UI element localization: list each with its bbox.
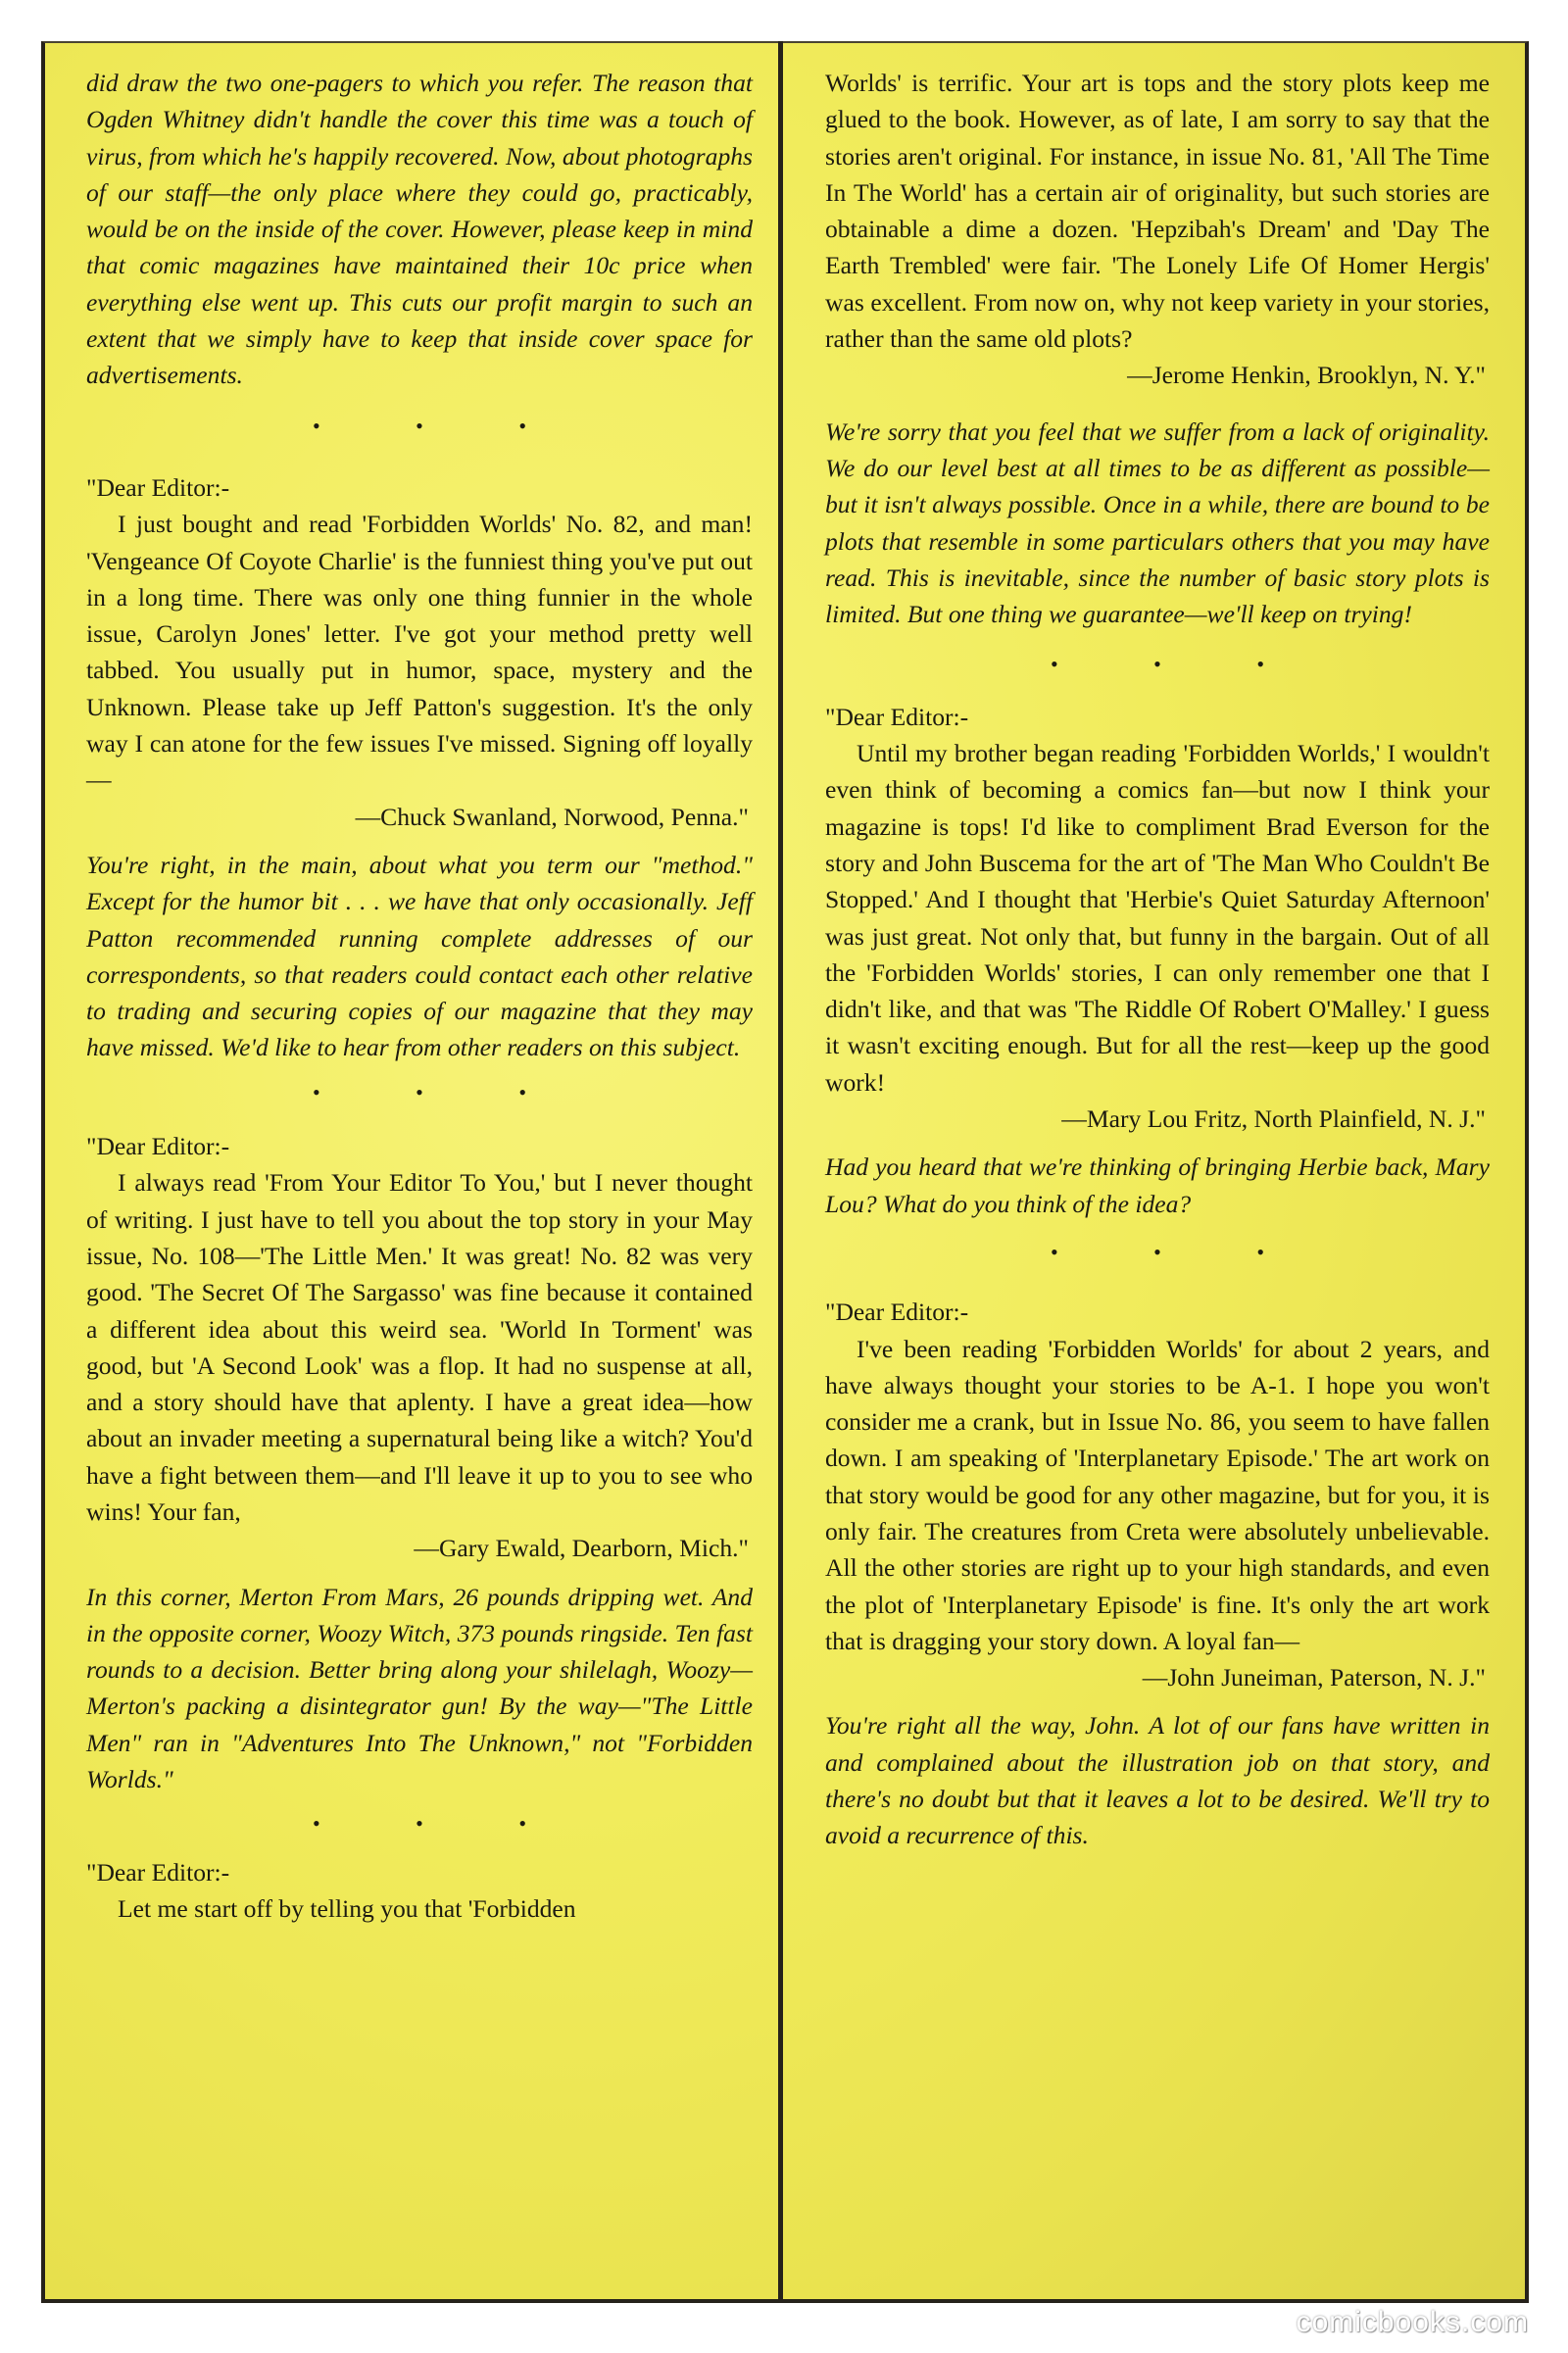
editor-reply: You're right, in the main, about what you term our "method." Except for the humor bit . . . we have that only occasionally. Jeff Patton recommended running complete addresses of our correspondents, so that readers could contact each other relative to trading and securing copies of our magazine that they may have missed. We'd like to hear from other readers on this subject. <box>86 850 753 1062</box>
separator-dots: • • • <box>312 413 572 438</box>
editor-reply: In this corner, Merton From Mars, 26 pounds dripping wet. And in the opposite corner, Woozy Witch, 373 pounds ringside. Ten fast rounds to a decision. Better bring along your shilelagh, Woozy—Merton's packing a disintegrator gun! By the way—"The Little Men" ran in "Adventures Into The Unknown," not "Forbidden Worlds." <box>86 1582 753 1794</box>
reader-letter <box>825 1294 1490 1695</box>
editor-reply: did draw the two one-pagers to which you refer. The reason that Ogden Whitney didn't handle the cover this time was a touch of virus, from which he's happily recovered. Now, about photographs of our staff—the only place where they could go, practicably, would be on the inside of the cover. However, please keep in mind that comic magazines have maintained their 10c price when everything else went up. This cuts our profit margin to such an extent that we simply have to keep that inside cover space for advertisements. <box>86 69 753 390</box>
left-column <box>86 65 753 1927</box>
letter-salutation: "Dear Editor:- <box>825 1298 969 1327</box>
letter-salutation: "Dear Editor:- <box>86 1857 230 1887</box>
letter-salutation: "Dear Editor:- <box>86 472 230 502</box>
letter-signature: —Chuck Swanland, Norwood, Penna." <box>355 802 749 831</box>
editor-reply: We're sorry that you feel that we suffer from a lack of originality. We do our level best at all times to be as different as possible—but it isn't always possible. Once in a while, there are bound to be plots that resemble in some particulars others that you may have read. This is inevitable, since the number of basic story plots is limited. But one thing we guarantee—we'll keep on trying! <box>825 417 1490 629</box>
separator-dots: • • • <box>1050 652 1310 677</box>
reader-letter <box>825 699 1490 1138</box>
column-divider <box>778 41 783 2303</box>
reader-letter-continued <box>825 65 1490 394</box>
reader-letter <box>86 469 753 835</box>
letter-body: I've been reading 'Forbidden Worlds' for about 2 years, and have always thought your stories to be A-1. I hope you won't consider me a crank, but in Issue No. 86, you seem to have fallen down. I am speaking of 'Interplanetary Episode.' The art work on that story would be good for any other magazine, but for you, it is only fair. The creatures from Creta were absolutely unbelievable. All the other stories are right up to your high standards, and even the plot of 'Interplanetary Episode' is fine. It's only the art work that is dragging your story down. A loyal fan— <box>825 1334 1490 1655</box>
letter-body: Worlds' is terrific. Your art is tops and the story plots keep me glued to the book. However, as of late, I am sorry to say that the stories aren't original. For instance, in issue No. 81, 'All The Time In The World' has a certain air of originality, but such stories are obtainable a dime a dozen. 'Hepzibah's Dream' and 'Day The Earth Trembled' were fair. 'The Lonely Life Of Homer Hergis' was excellent. From now on, why not keep variety in your stories, rather than the same old plots? <box>825 69 1490 354</box>
letter-signature: —John Juneiman, Paterson, N. J." <box>1142 1663 1486 1692</box>
reader-letter <box>86 1128 753 1567</box>
letter-signature: —Mary Lou Fritz, North Plainfield, N. J." <box>1061 1104 1486 1134</box>
letter-body: I just bought and read 'Forbidden Worlds' No. 82, and man! 'Vengeance Of Coyote Charlie' is the funniest thing you've put out in a long time. There was only one thing funnier in the whole issue, Carolyn Jones' letter. I've got your method pretty well tabbed. You usually put in humor, space, mystery and the Unknown. Please take up Jeff Patton's suggestion. It's the only way I can atone for the few issues I've missed. Signing off loyally— <box>86 510 753 795</box>
letter-salutation: "Dear Editor:- <box>825 702 969 731</box>
letter-body: Let me start off by telling you that 'Forbidden <box>118 1893 576 1923</box>
reader-letter <box>86 1854 753 1928</box>
letter-signature: —Jerome Henkin, Brooklyn, N. Y." <box>1127 361 1486 390</box>
letter-signature: —Gary Ewald, Dearborn, Mich." <box>414 1534 749 1563</box>
separator-dots: • • • <box>312 1811 572 1837</box>
letter-salutation: "Dear Editor:- <box>86 1132 230 1161</box>
watermark: comicbooks.com <box>1296 2306 1529 2338</box>
separator-dots: • • • <box>312 1079 572 1104</box>
right-column <box>825 65 1490 1854</box>
editor-reply: Had you heard that we're thinking of bringing Herbie back, Mary Lou? What do you think of the idea? <box>825 1152 1490 1218</box>
editor-reply: You're right all the way, John. A lot of our fans have written in and complained about the illustration job on that story, and there's no doubt but that it leaves a lot to be desired. We'll try to avoid a recurrence of this. <box>825 1711 1490 1850</box>
separator-dots: • • • <box>1050 1239 1310 1264</box>
letter-body: Until my brother began reading 'Forbidden Worlds,' I wouldn't even think of becoming a comics fan—but now I think your magazine is tops! I'd like to compliment Brad Everson for the story and John Buscema for the art of 'The Man Who Couldn't Be Stopped.' And I thought that 'Herbie's Quiet Saturday Afternoon' was just great. Not only that, but funny in the bargain. Out of all the 'Forbidden Worlds' stories, I can only remember one that I didn't like, and that was 'The Riddle Of Robert O'Malley.' I guess it wasn't exciting enough. But for all the rest—keep up the good work! <box>825 739 1490 1097</box>
letter-body: I always read 'From Your Editor To You,' but I never thought of writing. I just have to tell you about the top story in your May issue, No. 108—'The Little Men.' It was great! No. 82 was very good. 'The Secret Of The Sargasso' was fine because it contained a different idea about this weird sea. 'World In Torment' was good, but 'A Second Look' was a flop. It had no suspense at all, and a story should have that aplenty. I have a great idea—how about an invader meeting a supernatural being like a witch? You'd have a fight between them—and I'll leave it up to you to see who wins! Your fan, <box>86 1168 753 1526</box>
